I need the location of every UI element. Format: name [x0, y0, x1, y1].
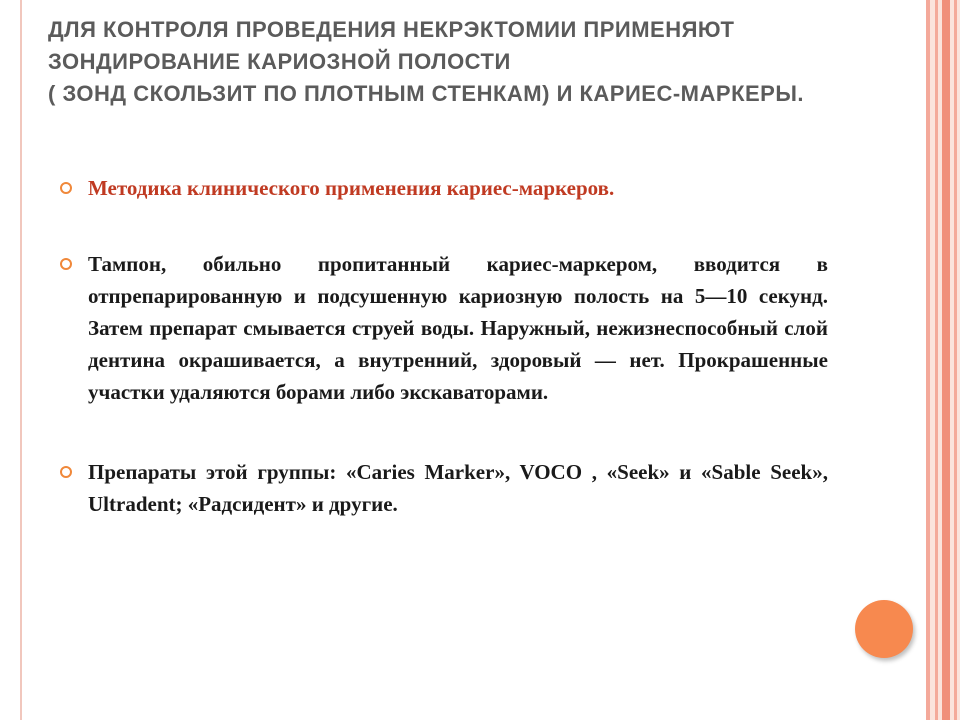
stripe [954, 0, 957, 720]
stripe [926, 0, 930, 720]
stripe [942, 0, 950, 720]
left-divider-line [20, 0, 22, 720]
hollow-circle-bullet-icon [60, 466, 72, 478]
bullet-text: Тампон, обильно пропитанный кариес-маркером, вводится в отпрепарированную и подсушенную кариозную полость на 5—10 секунд. Затем препарат смывается струей воды. Наружный, нежизнеспособный слой дентина окрашивается, а внутренний, здоровый — нет. Прокрашенные участки удаляются борами либо экскаваторами. [88, 252, 828, 404]
hollow-circle-bullet-icon [60, 182, 72, 194]
orange-circle-decoration [855, 600, 913, 658]
hollow-circle-bullet-icon [60, 258, 72, 270]
bullet-item-method [60, 172, 828, 204]
stripe [935, 0, 938, 720]
bullet-item-procedure [60, 248, 828, 408]
bullet-item-products [60, 456, 828, 520]
right-decorative-stripes [926, 0, 960, 720]
bullet-text: Методика клинического применения кариес-маркеров. [88, 176, 615, 200]
slide-title: ДЛЯ КОНТРОЛЯ ПРОВЕДЕНИЯ НЕКРЭКТОМИИ ПРИМЕНЯЮТ ЗОНДИРОВАНИЕ КАРИОЗНОЙ ПОЛОСТИ ( ЗОНД СКОЛЬЗИТ ПО ПЛОТНЫМ СТЕНКАМ) И КАРИЕС-МАРКЕРЫ. [48, 17, 804, 106]
bullet-text: Препараты этой группы: «Caries Marker», VOCO , «Seek» и «Sable Seek», Ultradent; «Радсидент» и другие. [88, 460, 828, 516]
bullet-list [60, 172, 828, 520]
